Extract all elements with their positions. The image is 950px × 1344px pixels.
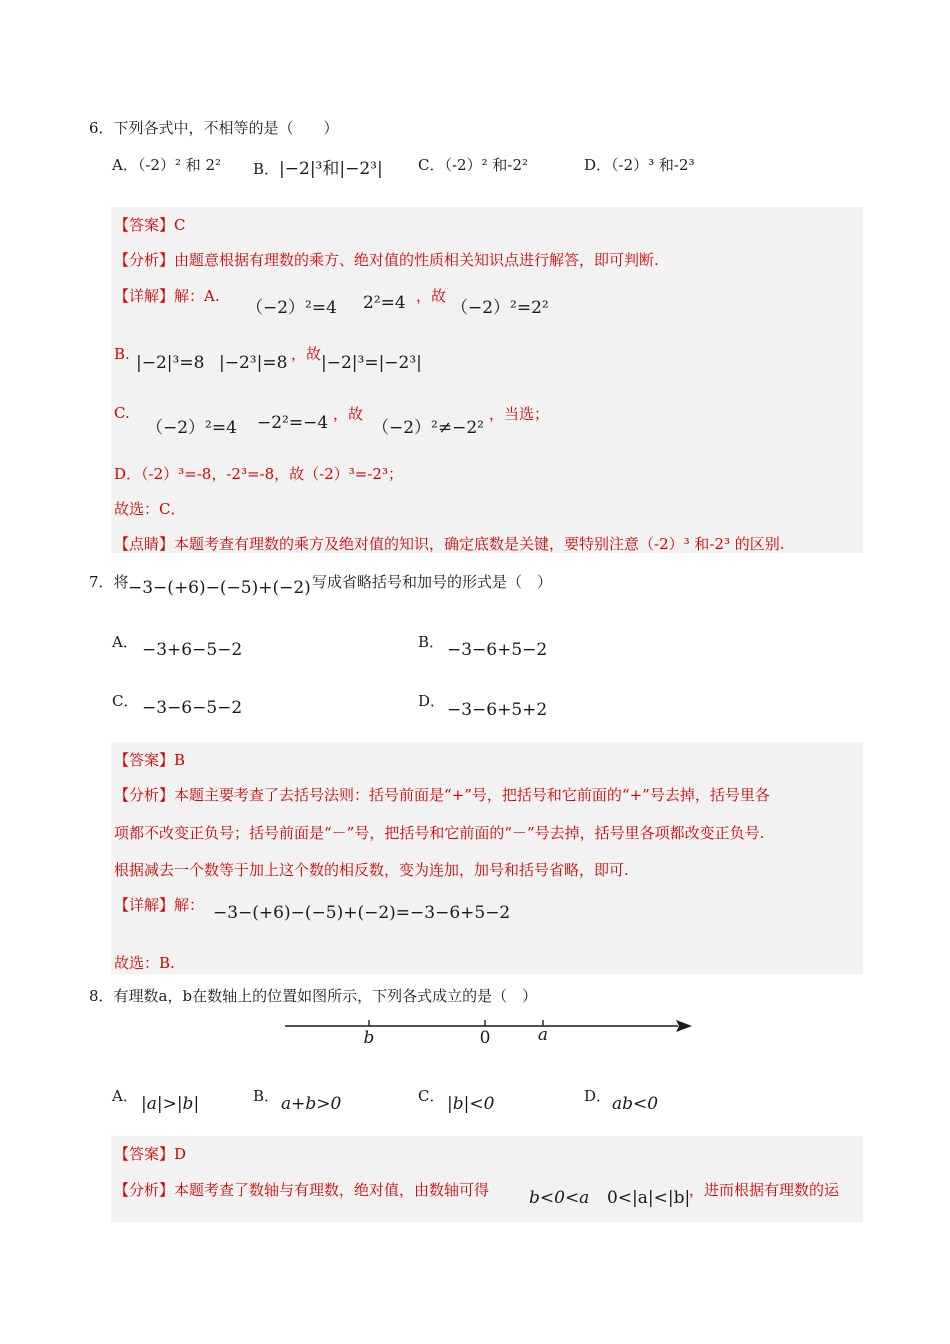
q7-option-d-label: D． xyxy=(418,692,446,710)
q6-detail-b-math2: |−2³|=8 xyxy=(219,353,288,373)
q8-option-a-label: A． xyxy=(112,1087,138,1105)
q7-option-a-math: −3+6−5−2 xyxy=(142,640,243,660)
number-line-label: b xyxy=(363,1028,375,1048)
q6-detail-c-math2: −2²=−4 xyxy=(257,413,329,433)
q8-stem: 8．有理数a，b在数轴上的位置如图所示，下列各式成立的是（ ） xyxy=(89,987,538,1005)
q7-option-b-label: B． xyxy=(418,633,445,651)
q6-detail-b-math1: |−2|³=8 xyxy=(136,353,205,373)
q8-option-a-math: |a|>|b| xyxy=(141,1094,200,1114)
q6-detail-c-math3: （−2）²≠−2² xyxy=(372,418,484,438)
q7-analysis-tag: 【分析】 xyxy=(114,786,175,804)
q6-detail-a-math1: （−2）²=4 xyxy=(246,298,337,318)
q6-comment-tag: 【点睛】 xyxy=(114,535,175,553)
q7-answer-value: B xyxy=(174,751,186,769)
number-line-arrow xyxy=(676,1020,692,1032)
q8-option-b-label: B． xyxy=(253,1087,280,1105)
q8-option-c-math: |b|<0 xyxy=(447,1094,495,1114)
q6-comment-text: 本题考查有理数的乘方及绝对值的知识，确定底数是关键，要特别注意（-2）³ 和-2³ 的区别. xyxy=(174,535,785,553)
q6-answer-tag: 【答案】 xyxy=(114,216,175,234)
q7-stem-tail: 写成省略括号和加号的形式是（ ） xyxy=(312,573,553,591)
q6-option-c xyxy=(418,154,528,175)
q6-option-b xyxy=(253,154,383,179)
q6-option-d-label: D． xyxy=(584,156,612,174)
q8-analysis-tag: 【分析】 xyxy=(114,1181,175,1199)
number-line-marks xyxy=(364,1020,549,1048)
q6-detail-c-tail: ，当选； xyxy=(489,405,550,423)
q8-analysis-tail: ，进而根据有理数的运 xyxy=(689,1181,840,1199)
q7-detail-lead: 解： xyxy=(174,896,205,914)
q7-option-a-label: A． xyxy=(112,633,138,651)
q6-detail-a-math2: 2²=4 xyxy=(363,293,406,313)
q7-stem-math: −3−(+6)−(−5)+(−2) xyxy=(128,578,311,598)
q8-answer-value: D xyxy=(174,1145,187,1163)
q6-option-c-label: C． xyxy=(418,156,445,174)
q7-answer xyxy=(114,749,185,770)
q6-answer-value: C xyxy=(174,216,186,234)
q6-analysis-text: 由题意根据有理数的乘方、绝对值的性质相关知识点进行解答，即可判断. xyxy=(174,251,659,269)
q6-analysis-tag: 【分析】 xyxy=(114,251,175,269)
q8-option-d-math: ab<0 xyxy=(612,1094,659,1114)
q6-detail-c-gu: ，故 xyxy=(333,405,364,423)
q7-detail xyxy=(114,894,204,915)
q6-option-a-text: （-2）² 和 2² xyxy=(137,156,222,174)
q7-option-d-math: −3−6+5+2 xyxy=(447,700,548,720)
q8-analysis-text: 本题考查了数轴与有理数，绝对值，由数轴可得 xyxy=(174,1181,490,1199)
q6-answer xyxy=(114,214,186,235)
q6-detail-c-math1: （−2）²=4 xyxy=(146,418,237,438)
q7-answer-tag: 【答案】 xyxy=(114,751,175,769)
q8-answer xyxy=(114,1143,186,1164)
q7-analysis-line3: 根据减去一个数等于加上这个数的相反数，变为连加，加号和括号省略，即可. xyxy=(114,861,629,879)
q7-detail-tag: 【详解】 xyxy=(114,896,175,914)
q6-option-a-label: A． xyxy=(112,156,138,174)
q6-solution-box xyxy=(111,207,863,553)
q6-detail-a-gu: ，故 xyxy=(416,287,447,305)
q7-analysis-line1 xyxy=(114,784,770,805)
q6-detail-tag: 【详解】 xyxy=(114,287,175,305)
q7-analysis-text1: 本题主要考查了去括号法则：括号前面是“+”号，把括号和它前面的“+”号去掉，括号里各 xyxy=(174,786,770,804)
q7-option-c-math: −3−6−5−2 xyxy=(142,698,243,718)
q7-analysis-line2: 项都不改变正负号；括号前面是“－”号，把括号和它前面的“－”号去掉，括号里各项都改变正负号. xyxy=(114,824,765,842)
q8-analysis-math1: b<0<a xyxy=(529,1188,590,1208)
q7-option-b-math: −3−6+5−2 xyxy=(447,640,548,660)
q7-option-c-label: C． xyxy=(112,692,139,710)
q6-option-a xyxy=(112,154,221,175)
q6-detail-a xyxy=(114,285,220,306)
q8-option-c-label: C． xyxy=(418,1087,445,1105)
q6-detail-b-gu: ，故 xyxy=(291,345,322,363)
q8-analysis xyxy=(114,1179,489,1200)
q6-detail-c-label: C. xyxy=(114,404,130,422)
q6-comment xyxy=(114,533,785,554)
q6-detail-a-math3: （−2）²=2² xyxy=(451,298,549,318)
number-line-label: a xyxy=(537,1025,549,1045)
q8-option-b-math: a+b>0 xyxy=(281,1094,342,1114)
q7-solution-box xyxy=(111,742,863,974)
q6-option-b-text: |−2|³和|−2³| xyxy=(279,159,383,179)
q6-option-b-label: B． xyxy=(253,160,280,178)
q6-option-d-text: （-2）³ 和-2³ xyxy=(611,156,695,174)
q6-detail-b-label: B. xyxy=(114,345,130,363)
q8-option-d-label: D． xyxy=(584,1087,612,1105)
q7-detail-math: −3−(+6)−(−5)+(−2)=−3−6+5−2 xyxy=(213,903,511,923)
q8-answer-tag: 【答案】 xyxy=(114,1145,175,1163)
q6-option-c-text: （-2）² 和-2² xyxy=(444,156,529,174)
q6-stem: 6．下列各式中，不相等的是（ ） xyxy=(89,119,339,137)
q8-solution-box xyxy=(111,1136,863,1222)
number-line-label: 0 xyxy=(479,1028,491,1048)
q6-choose: 故选：C． xyxy=(114,500,186,518)
q6-detail-d: D．（-2）³=-8，-2³=-8，故（-2）³=-2³； xyxy=(114,465,403,483)
q6-option-d xyxy=(584,154,695,175)
q6-detail-b-math3: |−2|³=|−2³| xyxy=(321,353,422,373)
q7-choose: 故选：B. xyxy=(114,954,175,972)
q8-analysis-math2: 0<|a|<|b| xyxy=(607,1188,691,1208)
number-line xyxy=(280,1010,700,1052)
q6-analysis xyxy=(114,249,659,270)
q6-detail-lead: 解：A. xyxy=(174,287,220,305)
q7-stem-num: 7．将 xyxy=(89,573,129,591)
